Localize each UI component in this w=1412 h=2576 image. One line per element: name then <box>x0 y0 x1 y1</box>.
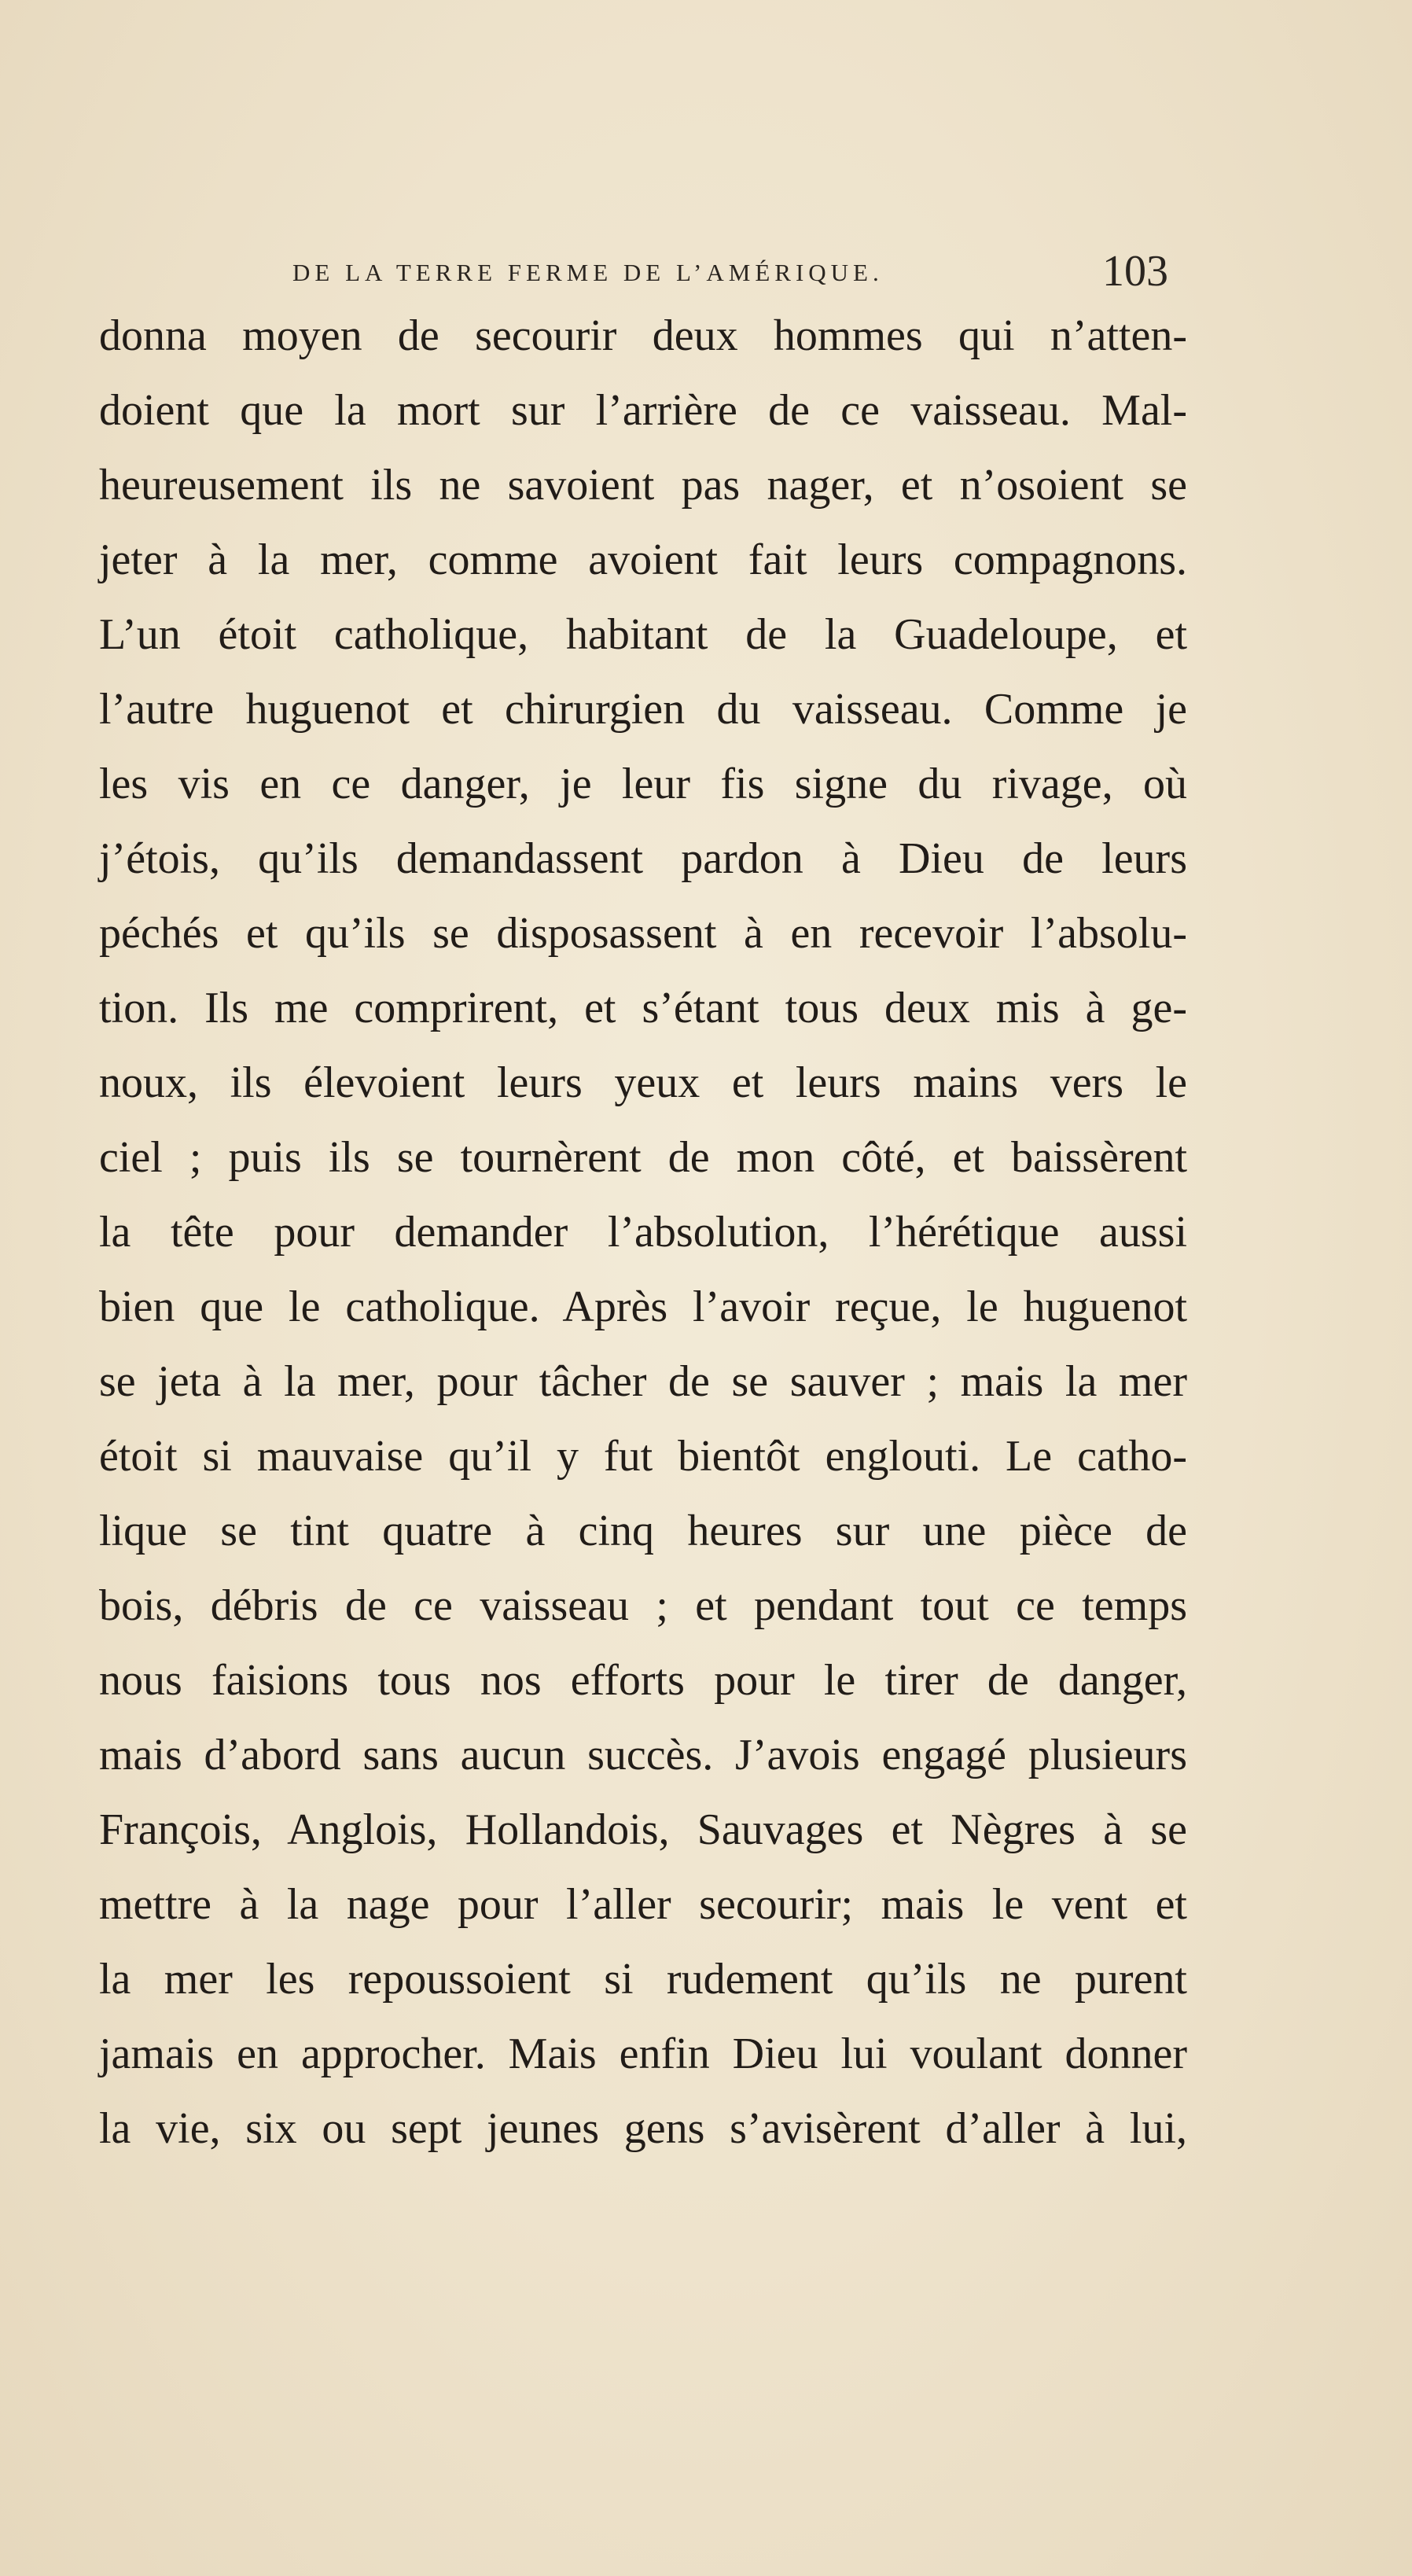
text-line: heureusement ils ne savoient pas nager, et n’osoient se <box>99 461 1187 510</box>
text-line: la vie, six ou sept jeunes gens s’avisèrent d’aller à lui, <box>99 2104 1187 2153</box>
text-line: tion. Ils me comprirent, et s’étant tous deux mis à ge- <box>99 984 1187 1032</box>
text-line: lique se tint quatre à cinq heures sur une pièce de <box>99 1507 1187 1555</box>
text-line: la mer les repoussoient si rudement qu’ils ne purent <box>99 1955 1187 2004</box>
page-number: 103 <box>1102 247 1168 296</box>
text-line: la tête pour demander l’absolution, l’hérétique aussi <box>99 1208 1187 1257</box>
text-line: ciel ; puis ils se tournèrent de mon côté, et baissèrent <box>99 1133 1187 1182</box>
text-line: nous faisions tous nos efforts pour le tirer de danger, <box>99 1656 1187 1705</box>
text-line: l’autre huguenot et chirurgien du vaisseau. Comme je <box>99 685 1187 734</box>
text-line: donna moyen de secourir deux hommes qui n’atten- <box>99 311 1187 360</box>
text-line: bois, débris de ce vaisseau ; et pendant tout ce temps <box>99 1581 1187 1630</box>
text-line: noux, ils élevoient leurs yeux et leurs mains vers le <box>99 1058 1187 1107</box>
text-line: mais d’abord sans aucun succès. J’avois engagé plusieurs <box>99 1731 1187 1779</box>
running-title: DE LA TERRE FERME DE L’AMÉRIQUE. <box>292 259 884 286</box>
running-head <box>99 240 1168 303</box>
text-line: doient que la mort sur l’arrière de ce vaisseau. Mal- <box>99 386 1187 435</box>
text-line: mettre à la nage pour l’aller secourir; mais le vent et <box>99 1880 1187 1929</box>
text-line: bien que le catholique. Après l’avoir reçue, le huguenot <box>99 1282 1187 1331</box>
text-line: François, Anglois, Hollandois, Sauvages et Nègres à se <box>99 1805 1187 1854</box>
text-line: L’un étoit catholique, habitant de la Guadeloupe, et <box>99 610 1187 659</box>
text-line: j’étois, qu’ils demandassent pardon à Dieu de leurs <box>99 834 1187 883</box>
text-line: les vis en ce danger, je leur fis signe du rivage, où <box>99 760 1187 808</box>
text-line: jamais en approcher. Mais enfin Dieu lui voulant donner <box>99 2030 1187 2078</box>
body-text <box>99 299 1187 2166</box>
text-line: péchés et qu’ils se disposassent à en recevoir l’absolu- <box>99 909 1187 958</box>
text-line: étoit si mauvaise qu’il y fut bientôt englouti. Le catho- <box>99 1432 1187 1481</box>
text-line: se jeta à la mer, pour tâcher de se sauver ; mais la mer <box>99 1357 1187 1406</box>
text-line: jeter à la mer, comme avoient fait leurs compagnons. <box>99 535 1187 584</box>
